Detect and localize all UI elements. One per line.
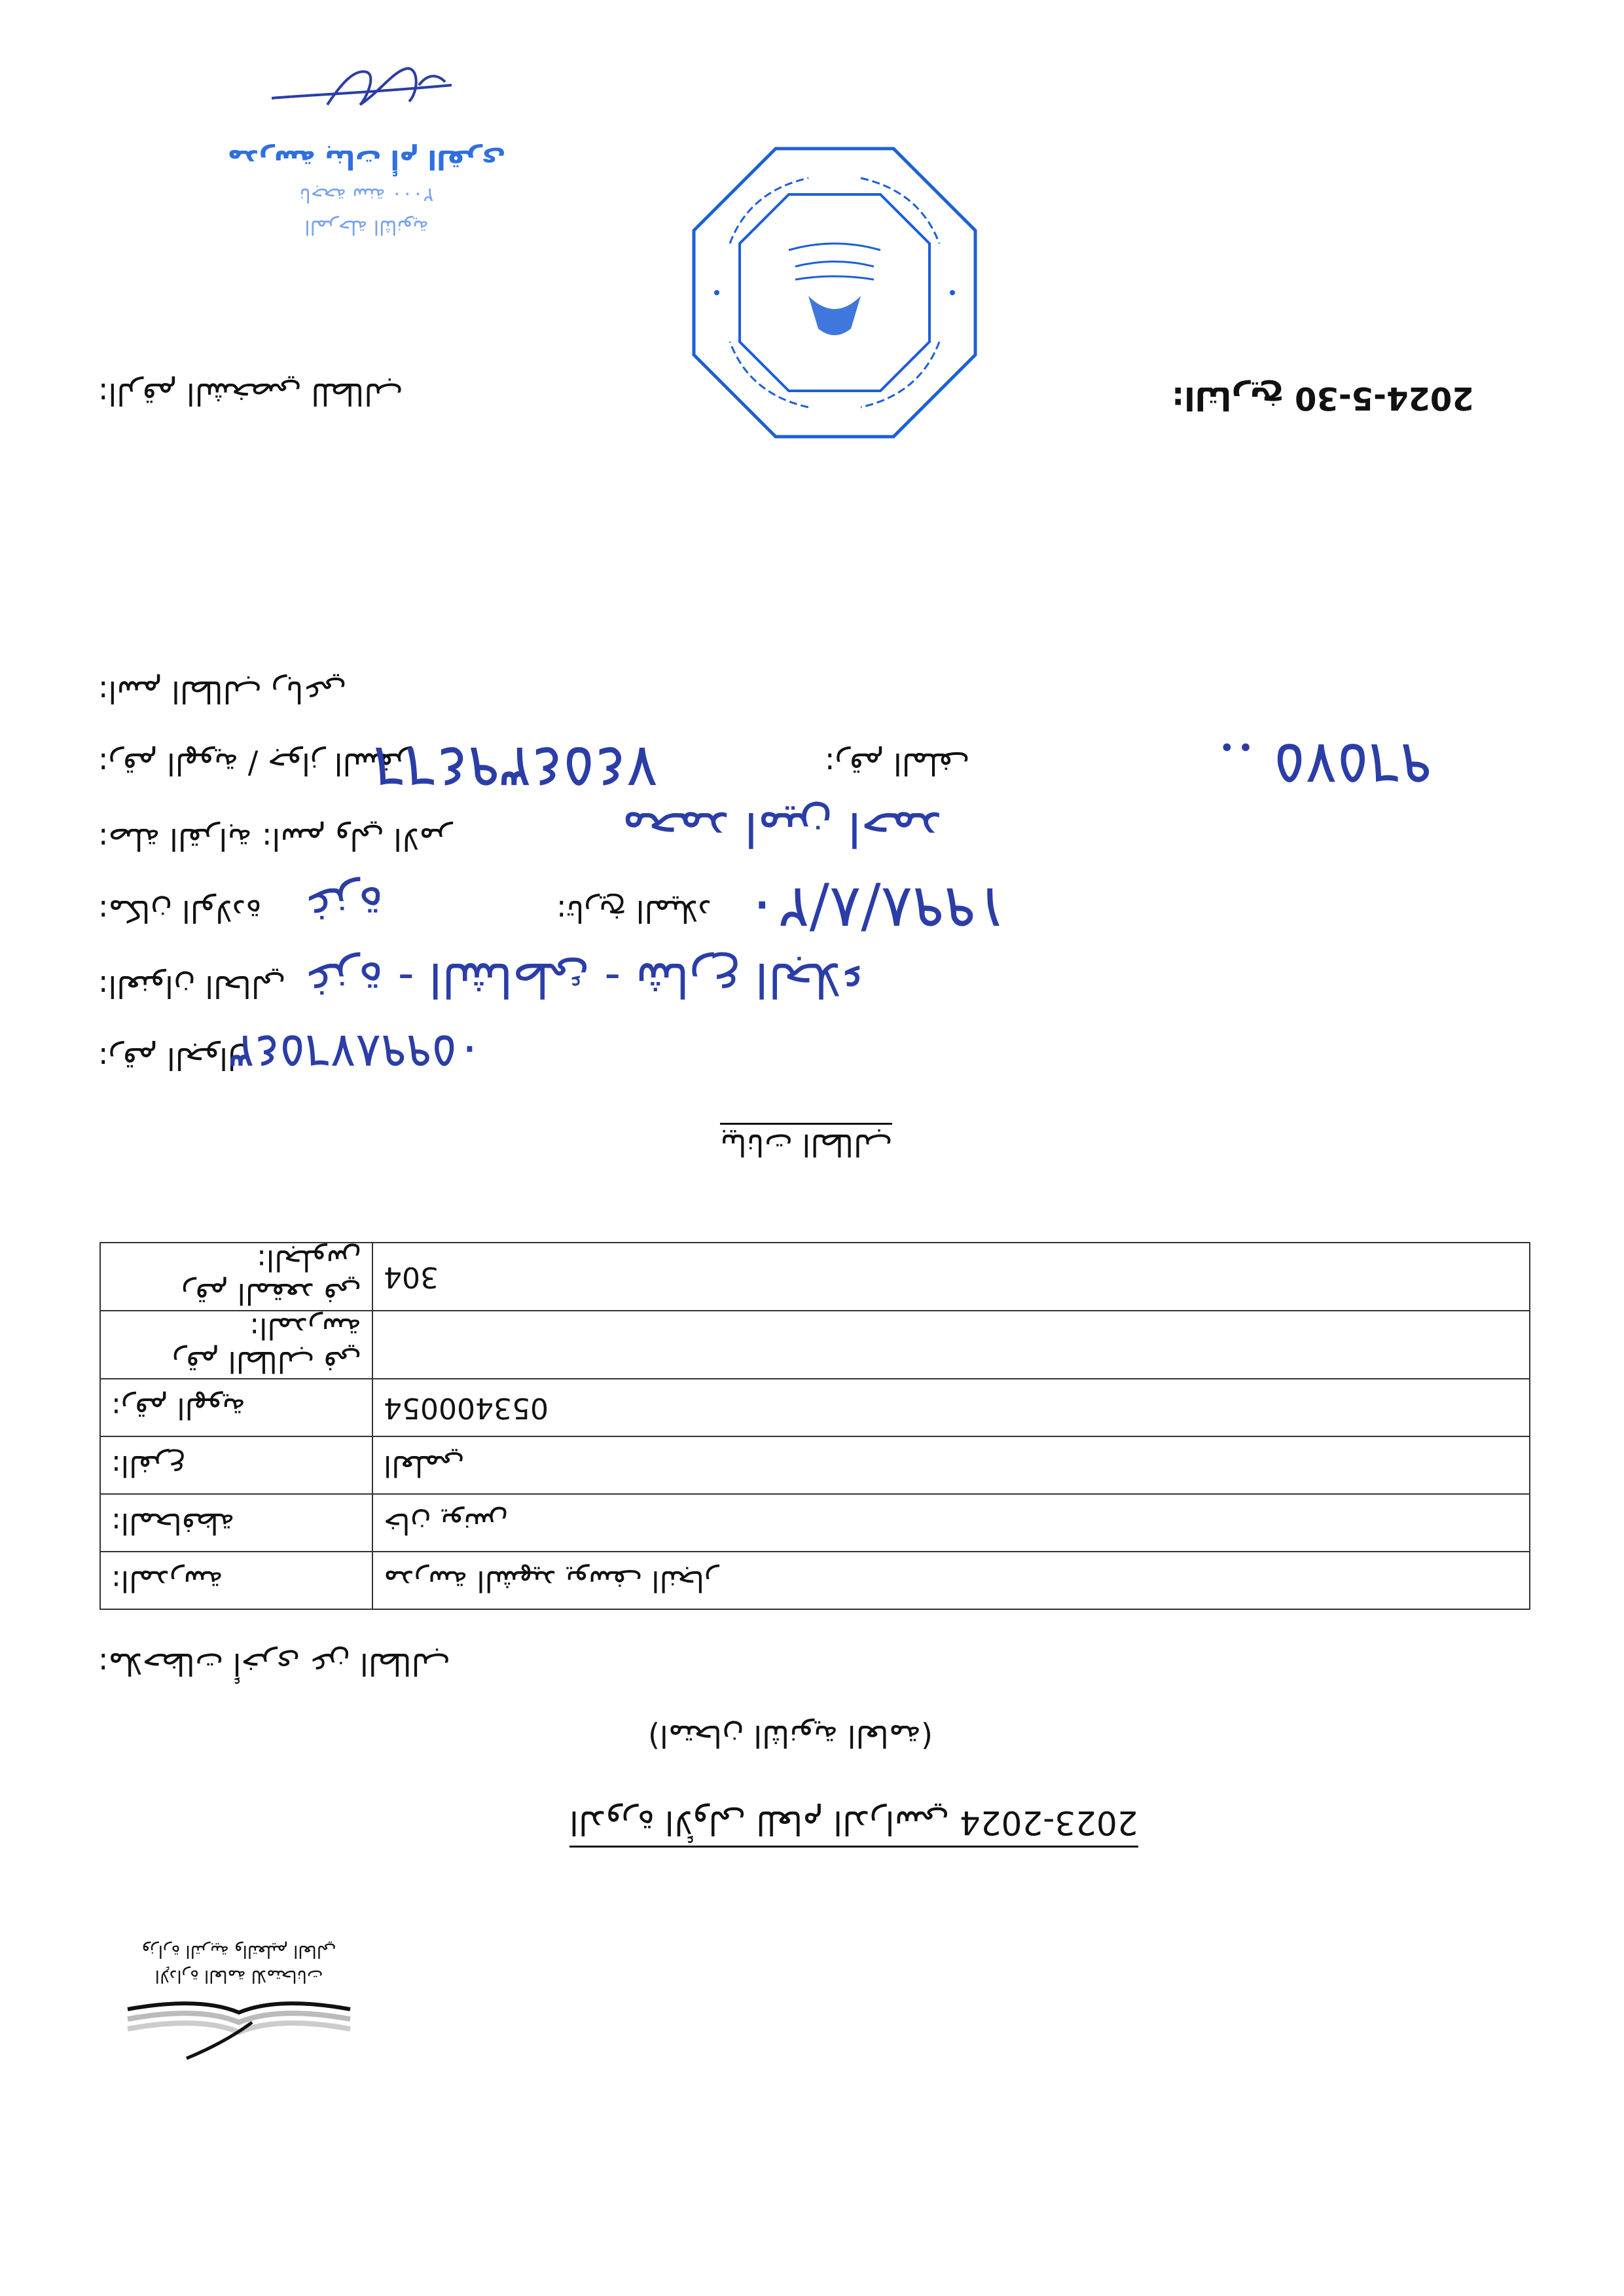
table-cell-label: رقم الهوية:	[100, 1379, 372, 1436]
table-cell-value: العلمي	[372, 1436, 1530, 1494]
file-number-label: رقم الملف:	[825, 746, 970, 782]
table-cell-value: مدرسة الشهيد يوسف النجار	[372, 1552, 1530, 1609]
form-row-4	[98, 874, 1532, 943]
birthplace-label: مكان الولادة:	[98, 894, 262, 929]
form-row-2	[98, 730, 1532, 802]
address-value: غزة - الشاطئ - شارع الجلاء	[308, 953, 863, 1008]
table-row	[100, 1379, 1530, 1436]
guardian-value: محمد امين احمد	[622, 802, 943, 857]
id-value: ۹٦٥٧٥ ..	[1218, 730, 1432, 799]
table-cell-label: المدرسة:	[100, 1552, 372, 1609]
form-row-5	[98, 953, 1532, 1008]
table-cell-label: رقم المقعد في الجلوس:	[100, 1243, 372, 1311]
date-value: 2024-5-30	[1295, 380, 1474, 416]
form-title: بيانات الطالب	[720, 1123, 892, 1163]
table-cell-label: الفرع:	[100, 1436, 372, 1494]
file-number-value: ٧٤٥٤٣٩٤٦٦	[373, 733, 659, 802]
signature-image	[268, 59, 458, 118]
phone-value: ٠٥٩٩٨٧٦٥٤٣	[229, 1025, 482, 1080]
school-line-2: ناجحة سنة ٢٠٠٠	[299, 183, 434, 206]
table-row	[100, 1311, 1530, 1379]
birthdate-value: ١٩٩٨/٨/٢٠	[746, 874, 1008, 943]
form-row-1: اسم الطالب رباعي:	[98, 674, 347, 710]
table-cell-value	[372, 1311, 1530, 1379]
table-cell-label: المحافظة:	[100, 1494, 372, 1552]
phone-label: رقم الجوال:	[98, 1041, 250, 1076]
guardian-label: اسم ولي الامر:	[262, 822, 452, 857]
ministry-logo	[111, 1941, 367, 2064]
year-line: الدورة الأولى للعام الدراسي 2024-2023	[569, 1804, 1138, 1848]
student-info-table	[99, 1242, 1530, 1610]
id-label: رقم الهوية / جواز السفر:	[98, 746, 411, 782]
school-info	[190, 144, 543, 238]
logo-line-2: الإدارة العامة للامتحانات	[154, 1966, 323, 1986]
school-line-1: مدرسة بنات أم القرى	[227, 144, 506, 174]
official-stamp	[691, 145, 979, 440]
relation-label: صلة القرابة:	[98, 822, 252, 857]
table-row	[100, 1243, 1530, 1311]
school-line-3: المرحلة الثانوية	[304, 215, 429, 238]
logo-line-1: وزارة التربية والتعليم العالي	[141, 1941, 336, 1961]
form-row-3	[98, 802, 1532, 857]
table-cell-value: 304	[372, 1243, 1530, 1311]
address-label: العنوان الحالي:	[98, 969, 286, 1004]
form-row-6	[98, 1025, 1532, 1080]
exam-title: (امتحان الثانوية العامة)	[648, 1719, 933, 1754]
table-row	[100, 1552, 1530, 1609]
notes-label: ملاحظات أخرى عن الطالب:	[98, 1647, 450, 1682]
table-cell-value: 053400054	[372, 1379, 1530, 1436]
logo-emblem-icon	[121, 1990, 357, 2062]
header-left-label: الرقم الشخصي للطالب:	[98, 376, 403, 412]
date-label: التاريخ:	[1172, 380, 1284, 416]
table-cell-value: خان يونس	[372, 1494, 1530, 1552]
birthplace-value: غزة	[308, 877, 384, 932]
table-row	[100, 1494, 1530, 1552]
header-date	[1172, 380, 1474, 416]
table-cell-label: رقم الطالب في المدرسة:	[100, 1311, 372, 1379]
birthdate-label: تاريخ الميلاد:	[556, 894, 712, 929]
table-row	[100, 1436, 1530, 1494]
